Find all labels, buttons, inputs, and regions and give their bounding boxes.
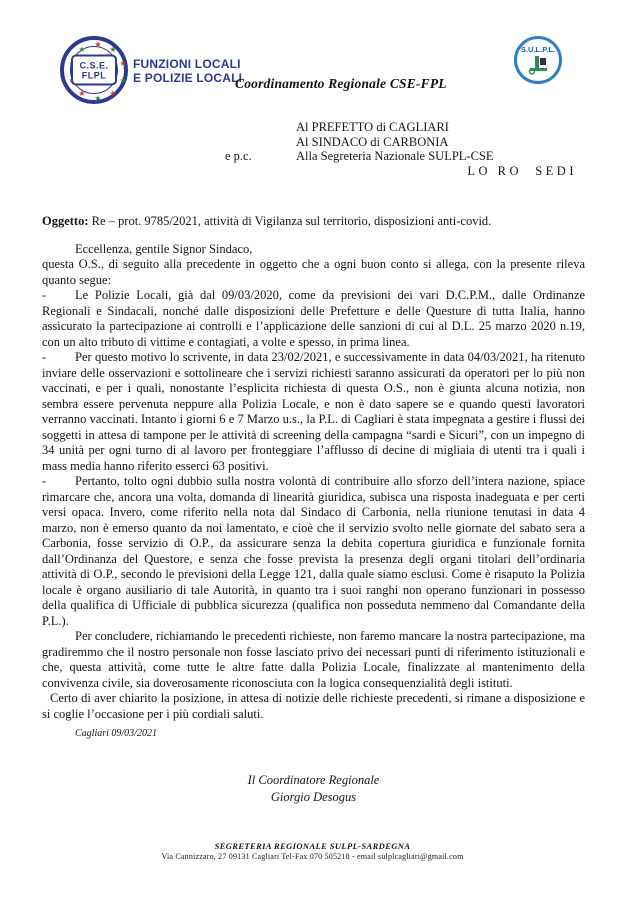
cse-badge-line1: C.S.E. [79, 60, 109, 70]
letter-content [42, 120, 585, 806]
subject-line [42, 214, 585, 230]
signature-title: Il Coordinatore Regionale [247, 772, 380, 787]
recipient-line [225, 120, 585, 135]
loro-sedi: LO RO SEDI [467, 163, 577, 178]
list-dash-marker: - [42, 350, 47, 364]
recipient-2: Al SINDACO di CARBONIA [296, 134, 449, 149]
star-icon [109, 90, 117, 98]
sulpl-logo-icon [512, 35, 564, 85]
logo-caption-line2: E POLIZIE LOCALI [133, 71, 243, 85]
subject-text: Re – prot. 9785/2021, attività di Vigilanza sul territorio, disposizioni anti-covid. [88, 214, 492, 228]
star-icon [94, 41, 102, 49]
sulpl-logo-label: S.U.L.P.L. [520, 45, 556, 54]
subject-label: Oggetto: [42, 214, 89, 228]
footer-org-line: SEGRETERIA REGIONALE SULPL-SARDEGNA [214, 841, 411, 851]
footer [0, 841, 625, 862]
recipient-line [225, 149, 585, 164]
intro-paragraph: questa O.S., di seguito alla precedente in oggetto che a ogni buon conto si allega, con la presente rileva quanto segue: [42, 257, 585, 287]
list-dash-marker: - [42, 474, 47, 488]
paragraph: - Pertanto, tolto ogni dubbio sulla nostra volontà di contribuire allo sforzo dell’intera nazione, spiace rimarcare che, ancora una volta, domanda di linearità giuridica, subisca una risposta inadeguata e per certi versi opaca. Invero, come riferito nella nota dal Sindaco di Carbonia, nella riunione tenutasi in data 4 marzo, non è emerso quanto da noi lamentato, e cioè che il servizio svolto nelle giornate del sabato sera a Carbonia, fosse servizio di O.P., da assicurare senza la debita copertura giuridica e funzionale fornita dall’Ordinanza del Questore, e senza che fosse prevista la presenza degli organi titolari dell’ordinaria attività di O.P., secondo le previsioni della Legge 121, dalla quale siamo esclusi. Come è risaputo la Polizia locale è organo ausiliario di tale Autorità, in quanto tra i suoi ranghi non operano funzionari in possesso della qualifica di Ufficiale di pubblica sicurezza (qualifica non posseduta nemmeno dal Comandante della P.L.). [42, 474, 585, 628]
paragraph: - Per questo motivo lo scrivente, in data 23/02/2021, e successivamente in data 04/03/2021, ha ritenuto inviare delle osservazioni e sottolineare che i servizi richiesti saranno assicurati da operatori per lo più non vaccinati, e per i quali, nonostante l’esplicita richiesta di questa O.S., non è giunta alcuna notizia, non sembra essere pervenuta neppure alla Polizia Locale, e non è dato sapere se e quando questi lavoratori verranno vaccinati. Intanto i giorni 6 e 7 Marzo u.s., la P.L. di Cagliari è stata impegnata a gestire i flussi dei soggetti in attesa di tampone per le attività di screening della campagna “sardi e Sicuri”, con un impegno di 34 unità per ogni turno di al lavoro per fronteggiare l’afflusso di decine di migliaia di utenti tra i quali i mass media hanno riferito esserci 63 positivi. [42, 350, 585, 473]
org-title: Coordinamento Regionale CSE-FPL [235, 76, 447, 91]
signature-name: Giorgio Desogus [270, 789, 357, 804]
body-paragraphs [42, 288, 585, 722]
cse-flpl-logo-icon [60, 36, 128, 104]
cse-badge-line2: FLPL [81, 70, 107, 80]
recipient-1: Al PREFETTO di CAGLIARI [296, 120, 449, 134]
logo-caption [133, 57, 242, 85]
star-icon [94, 95, 102, 103]
cse-badge [71, 55, 117, 86]
recipient-3: Alla Segreteria Nazionale SULPL-CSE [296, 149, 494, 163]
star-icon [109, 46, 117, 54]
logo-caption-line1: FUNZIONI LOCALI [133, 57, 241, 71]
list-dash-marker: - [42, 288, 47, 302]
paragraph: Certo di aver chiarito la posizione, in attesa di notizie delle richieste precedenti, si rimane a disposizione e si coglie l’occasione per i più cordiali saluti. [42, 691, 585, 721]
star-icon [78, 46, 86, 54]
recipient-line [225, 135, 585, 150]
paragraph: Per concludere, richiamando le precedenti richieste, non faremo mancare la nostra partecipazione, ma gradiremmo che il nostro personale non fosse lasciato privo dei necessari punti di riferimento istituzionali e che, questa attività, come tutte le altre fatte dalla Polizia Locale, finalizzate al mantenimento della convivenza civile, sia doverosamente riconosciuta con la logica consequenzialità degli istituti. [42, 629, 585, 690]
star-icon [119, 60, 127, 68]
recipients-block [225, 120, 585, 164]
paragraph: - Le Polizie Locali, già dal 09/03/2020, come da previsioni dei vari D.C.P.M., dalle Ordinanze Regionali e Sindacali, nonché dalle disposizioni delle Prefetture e delle Questure di tutta Italia, hanno assicurato la partecipazione ai controlli e l’applicazione delle sanzioni di cui al D.L. 25 marzo 2020 n.19, con un alto tributo di vittime e contagiati, a volte e spesso, in prima linea. [42, 288, 585, 349]
signature-block [42, 772, 585, 806]
pc-label: e p.c. [225, 149, 252, 163]
salutation: Eccellenza, gentile Signor Sindaco, [75, 241, 253, 256]
place-date: Cagliari 09/03/2021 [75, 728, 157, 739]
star-icon [119, 77, 127, 85]
footer-address-line: Via Cannizzaro, 27 09131 Cagliari Tel-Fax 070 505218 - email sulplcagliari@gmail.com [161, 852, 464, 861]
star-icon [78, 90, 86, 98]
